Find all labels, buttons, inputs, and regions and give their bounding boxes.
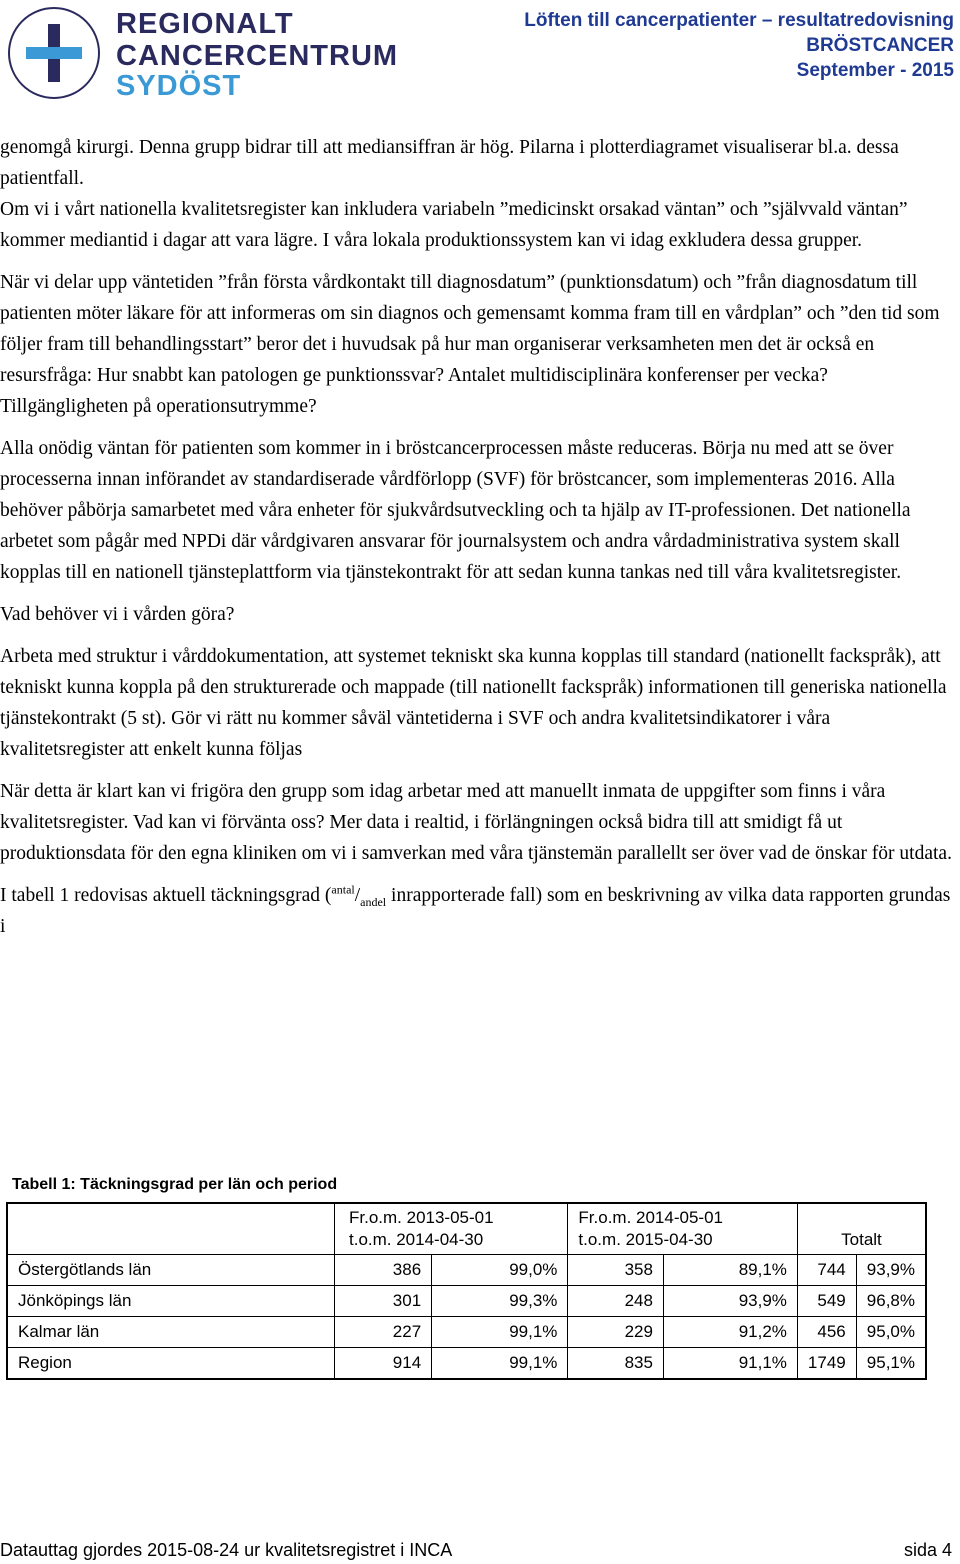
row-name: Region: [7, 1348, 335, 1380]
header-period-2: [568, 1203, 798, 1255]
table-row: [7, 1286, 926, 1317]
cell-count-period-2: 229: [568, 1317, 664, 1348]
cell-share-period-2: 89,1%: [663, 1255, 797, 1286]
report-date: September - 2015: [796, 60, 954, 81]
cell-share-period-2: 91,1%: [663, 1348, 797, 1380]
cell-count-total: 744: [797, 1255, 856, 1286]
cell-share-total: 95,1%: [856, 1348, 926, 1380]
coverage-table: [6, 1202, 927, 1380]
cell-share-period-1: 99,0%: [432, 1255, 568, 1286]
cell-share-period-2: 91,2%: [663, 1317, 797, 1348]
report-title: Löften till cancerpatienter – resultatredovisning: [524, 10, 954, 31]
cell-count-period-2: 835: [568, 1348, 664, 1380]
report-subtitle: BRÖSTCANCER: [806, 35, 954, 56]
paragraph-2: Om vi i vårt nationella kvalitetsregister kan inkludera variabeln ”medicinskt orsakad väntan” och ”självvald väntan” kommer mediantid i dagar att vara lägre. I våra lokala produktionssystem kan vi idag exkludera dessa grupper.: [0, 199, 908, 251]
period-2-to: t.o.m. 2015-04-30: [578, 1230, 713, 1249]
rcc-logo-icon: [6, 4, 102, 102]
cell-share-total: 95,0%: [856, 1317, 926, 1348]
cell-count-period-1: 914: [335, 1348, 432, 1380]
paragraph-8-start: I tabell 1 redovisas aktuell täckningsgrad (: [0, 885, 332, 906]
cell-share-period-1: 99,1%: [432, 1317, 568, 1348]
rcc-logo: [6, 4, 399, 104]
cell-share-period-2: 93,9%: [663, 1286, 797, 1317]
row-name: Östergötlands län: [7, 1255, 335, 1286]
cell-count-period-2: 248: [568, 1286, 664, 1317]
paragraph-8-sub: andel: [360, 894, 387, 909]
cell-count-total: 549: [797, 1286, 856, 1317]
table-row: [7, 1317, 926, 1348]
header-empty: [7, 1203, 335, 1255]
paragraph-3: När vi delar upp väntetiden ”från första vårdkontakt till diagnosdatum” (punktionsdatum) och ”från diagnosdatum till patienten möter läkare för att informeras om sin diagnos och gemensamt komma fram till en vårdplan” och ”den tid som följer fram till behandlingsstart” beror det i huvudsak på hur man organiserar verksamheten men det är också en resursfråga: Hur snabbt kan patologen ge punktionssvar? Antalet multidisciplinära konferenser per vecka? Tillgängligheten på operationsutrymme?: [0, 272, 940, 417]
table-row: [7, 1348, 926, 1380]
paragraph-7: När detta är klart kan vi frigöra den grupp som idag arbetar med att manuellt inmata de uppgifter som finns i våra kvalitetsregister. Vad kan vi förvänta oss? Mer data i realtid, i förlängningen också bidra till att smidigt få ut produktionsdata för den egna kliniken om vi i samverkan med våra tjänstemän parallellt ser över vad de önskar för utdata.: [0, 781, 952, 864]
footer-page-number: sida 4: [903, 1540, 952, 1560]
cell-share-total: 93,9%: [856, 1255, 926, 1286]
period-1-to: t.o.m. 2014-04-30: [349, 1230, 484, 1249]
paragraph-8-sup: antal: [331, 882, 355, 897]
cell-share-period-1: 99,3%: [432, 1286, 568, 1317]
footer-data-extract: Datauttag gjordes 2015-08-24 ur kvalitetsregistret i INCA: [0, 1540, 453, 1560]
table-title: Tabell 1: Täckningsgrad per län och period: [12, 1176, 338, 1193]
paragraph-5: Vad behöver vi i vården göra?: [0, 604, 235, 625]
cell-count-period-2: 358: [568, 1255, 664, 1286]
cell-share-period-1: 99,1%: [432, 1348, 568, 1380]
cell-count-period-1: 227: [335, 1317, 432, 1348]
paragraph-1: genomgå kirurgi. Denna grupp bidrar till att mediansiffran är hög. Pilarna i plotterdiagramet visualiserar bl.a. dessa patientfall.: [0, 137, 899, 189]
header-total: Totalt: [797, 1203, 926, 1255]
logo-text-cancercentrum: CANCERCENTRUM: [116, 40, 399, 72]
cell-count-period-1: 386: [335, 1255, 432, 1286]
cell-count-total: 1749: [797, 1348, 856, 1380]
period-1-from: Fr.o.m. 2013-05-01: [349, 1208, 494, 1227]
table-header-row: [7, 1203, 926, 1255]
cell-count-period-1: 301: [335, 1286, 432, 1317]
paragraph-8-end: inrapporterade fall) som en beskrivning av vilka data rapporten grundas i: [0, 885, 951, 937]
report-header: [524, 8, 954, 83]
row-name: Kalmar län: [7, 1317, 335, 1348]
cell-count-total: 456: [797, 1317, 856, 1348]
cell-share-total: 96,8%: [856, 1286, 926, 1317]
paragraph-8: [0, 880, 956, 942]
row-name: Jönköpings län: [7, 1286, 335, 1317]
body-text: [0, 132, 956, 953]
paragraph-6: Arbeta med struktur i vårddokumentation, att systemet tekniskt ska kunna kopplas till standard (nationellt fackspråk), att tekniskt kunna koppla på den strukturerade och mappade (till nationellt fackspråk) informationen till generiska nationella tjänstekontrakt (5 st). Gör vi rätt nu kommer såväl väntetiderna i SVF och andra kvalitetsindikatorer i våra kvalitetsregister att enkelt kunna följas: [0, 646, 947, 760]
paragraph-4: Alla onödig väntan för patienten som kommer in i bröstcancerprocessen måste reduceras. Börja nu med att se över processerna innan införandet av standardiserade vårdförlopp (SVF) för bröstcancer, som implementeras 2016. Alla behöver påbörja samarbetet med våra enheter för sjukvårdsutveckling och ta hjälp av IT-professionen. Det nationella arbetet som pågår med NPDi där vårdgivaren ansvarar för journalsystem och andra vårdadministrativa system skall kopplas till en nationell tjänsteplattform via tjänstekontrakt för att sedan kunna tankas ned till våra kvalitetsregister.: [0, 438, 911, 583]
header-period-1: [335, 1203, 568, 1255]
logo-text-sydost: SYDÖST: [116, 70, 242, 102]
logo-text-regionalt: REGIONALT: [116, 8, 294, 40]
table-row: [7, 1255, 926, 1286]
period-2-from: Fr.o.m. 2014-05-01: [578, 1208, 723, 1227]
paragraph-8-slash: /: [354, 885, 361, 906]
